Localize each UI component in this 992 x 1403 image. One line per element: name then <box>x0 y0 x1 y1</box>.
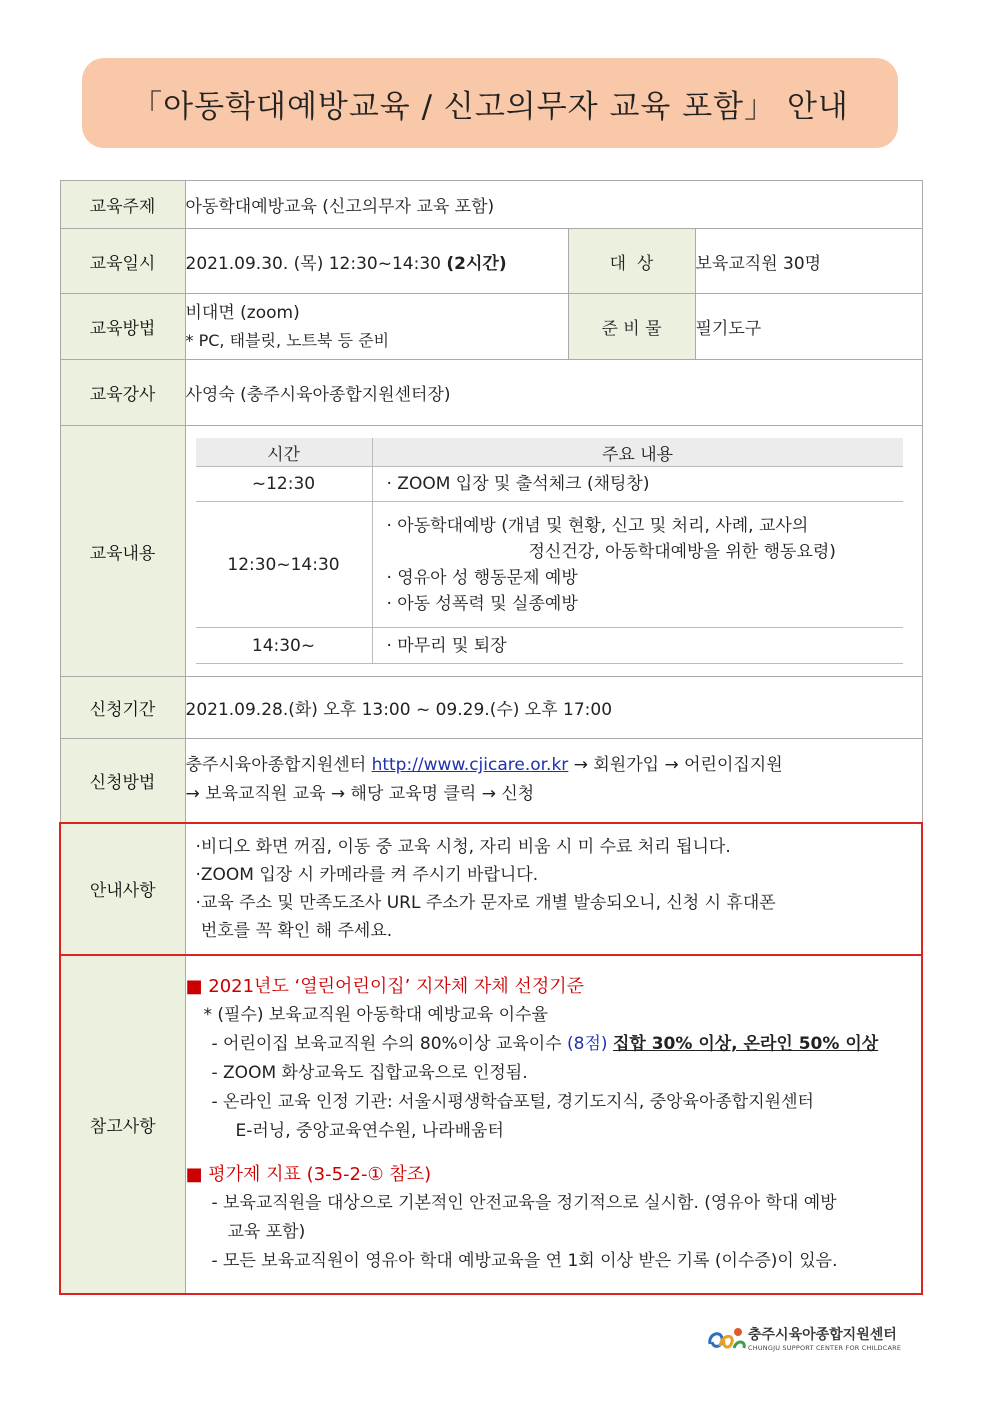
notice-item: 번호를 꼭 확인 해 주세요. <box>195 920 393 941</box>
schedule-item: · 영유아 성 행동문제 예방 <box>386 567 578 588</box>
ref-line: E-러닝, 중앙교육연수원, 나라배움터 <box>235 1121 504 1141</box>
value-method <box>185 294 568 360</box>
apply-center: 충주시육아종합지원센터 <box>185 755 367 776</box>
row-apply <box>60 739 922 823</box>
page-title: 「아동학대예방교육 / 신고의무자 교육 포함」 안내 <box>131 88 849 125</box>
value-date <box>185 229 568 294</box>
schedule-item: · ZOOM 입장 및 출석체크 (채팅창) <box>372 467 903 502</box>
value-target: 보육교직원 30명 <box>695 229 922 294</box>
notice-item: ·ZOOM 입장 시 카메라를 켜 주시기 바랍니다. <box>195 864 539 885</box>
method-line1: 비대면 (zoom) <box>185 302 300 323</box>
value-subject: 아동학대예방교육 (신고의무자 교육 포함) <box>185 181 922 229</box>
row-ref <box>60 955 922 1294</box>
value-instructor: 사영숙 (충주시육아종합지원센터장) <box>185 360 922 426</box>
ref-line-a: - 어린이집 보육교직원 수의 80%이상 교육이수 <box>211 1034 562 1054</box>
value-ref <box>185 955 922 1294</box>
title-banner <box>82 58 898 148</box>
schedule-item: · 아동학대예방 (개념 및 현황, 신고 및 처리, 사례, 교사의 <box>386 515 809 536</box>
ref-line: 교육 포함) <box>227 1222 306 1242</box>
label-method: 교육방법 <box>60 294 185 360</box>
label-subject: 교육주제 <box>60 181 185 229</box>
ref-line: - 온라인 교육 인정 기관: 서울시평생학습포털, 경기도지식, 중앙육아종합지원센터 <box>211 1092 814 1112</box>
center-logo <box>706 1322 916 1354</box>
label-instructor: 교육강사 <box>60 360 185 426</box>
logo-mark-icon <box>706 1322 748 1354</box>
ref-heading-2 <box>186 1160 922 1189</box>
date-duration: (2시간) <box>446 253 507 274</box>
apply-steps: → 회원가입 → 어린이집지원 <box>573 755 783 776</box>
row-notice <box>60 823 922 955</box>
ref-line: - ZOOM 화상교육도 집합교육으로 인정됨. <box>211 1063 528 1083</box>
notice-item: ·비디오 화면 꺼짐, 이동 중 교육 시청, 자리 비움 시 미 수료 처리 됩니다. <box>195 836 731 857</box>
schedule-row <box>196 628 903 664</box>
schedule-item: · 아동 성폭력 및 실종예방 <box>386 593 578 614</box>
label-content: 교육내용 <box>60 426 185 677</box>
value-notice <box>185 823 922 955</box>
label-ref: 참고사항 <box>60 955 185 1294</box>
schedule-time: 14:30~ <box>196 628 373 664</box>
apply-steps-2: → 보육교직원 교육 → 해당 교육명 클릭 → 신청 <box>185 784 535 805</box>
schedule-item: · 마무리 및 퇴장 <box>372 628 903 664</box>
row-content <box>60 426 922 677</box>
ref-heading-1-text: 2021년도 ‘열린어린이집’ 지자체 자체 선정기준 <box>208 976 584 997</box>
schedule-head-time: 시간 <box>196 438 373 467</box>
label-period: 신청기간 <box>60 677 185 739</box>
label-date: 교육일시 <box>60 229 185 294</box>
schedule-row <box>196 502 903 628</box>
value-apply <box>185 739 922 823</box>
value-prep: 필기도구 <box>695 294 922 360</box>
schedule-items <box>372 502 903 628</box>
ref-line: - 보육교직원을 대상으로 기본적인 안전교육을 정기적으로 실시함. (영유아 학대 예방 <box>211 1193 837 1213</box>
square-bullet-icon: ■ <box>185 976 203 997</box>
notice-item: ·교육 주소 및 만족도조사 URL 주소가 문자로 개별 발송되오니, 신청 시 휴대폰 <box>195 892 776 913</box>
ref-heading-1 <box>186 972 922 1001</box>
schedule-head-content: 주요 내용 <box>372 438 903 467</box>
schedule-row <box>196 467 903 502</box>
ref-ratio: 집합 30% 이상, 온라인 50% 이상 <box>612 1034 879 1054</box>
row-instructor <box>60 360 922 426</box>
logo-name: 충주시육아종합지원센터 <box>748 1327 897 1343</box>
label-target: 대 상 <box>568 229 695 294</box>
ref-points: (8점) <box>567 1034 608 1054</box>
logo-subtitle: CHUNGJU SUPPORT CENTER FOR CHILDCARE <box>748 1344 902 1352</box>
ref-line: * (필수) 보육교직원 아동학대 예방교육 이수율 <box>203 1005 548 1025</box>
label-prep: 준 비 물 <box>568 294 695 360</box>
label-apply: 신청방법 <box>60 739 185 823</box>
method-line2: * PC, 태블릿, 노트북 등 준비 <box>185 330 390 350</box>
ref-heading-2-text: 평가제 지표 (3-5-2-① 참조) <box>208 1164 432 1185</box>
row-subject <box>60 181 922 229</box>
schedule-time: ~12:30 <box>196 467 373 502</box>
row-date <box>60 229 922 294</box>
schedule-table <box>196 438 903 664</box>
schedule-cell <box>185 426 922 677</box>
row-period <box>60 677 922 739</box>
value-period: 2021.09.28.(화) 오후 13:00 ~ 09.29.(수) 오후 17:00 <box>185 677 922 739</box>
apply-link[interactable]: http://www.cjicare.or.kr <box>371 755 569 776</box>
ref-line <box>186 1030 922 1059</box>
label-notice: 안내사항 <box>60 823 185 955</box>
square-bullet-icon: ■ <box>185 1164 203 1185</box>
schedule-time: 12:30~14:30 <box>196 502 373 628</box>
row-method <box>60 294 922 360</box>
schedule-item-cont: 정신건강, 아동학대예방을 위한 행동요령) <box>528 541 836 562</box>
date-text: 2021.09.30. (목) 12:30~14:30 <box>185 253 441 274</box>
info-table <box>59 180 923 1295</box>
ref-line: - 모든 보육교직원이 영유아 학대 예방교육을 연 1회 이상 받은 기록 (이수증)이 있음. <box>211 1251 838 1271</box>
